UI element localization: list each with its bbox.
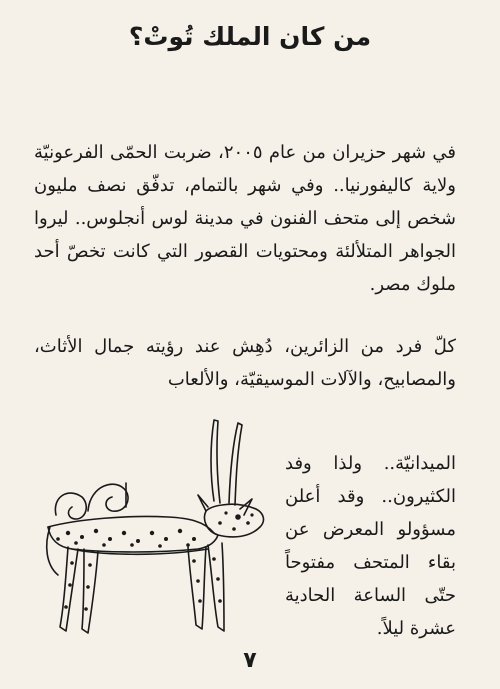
paragraph-3: الميدانيّة.. ولذا وفد الكثيرون.. وقد أعلن مسؤولو المعرض عن بقاء المتحف مفتوحاً حتّى الساعة الحادية عشرة ليلاً. bbox=[285, 453, 456, 639]
paragraph-1: في شهر حزيران من عام ٢٠٠٥، ضربت الحمّى الفرعونيّة ولاية كاليفورنيا.. وفي شهر بالتمام، تدفّق نصف مليون شخص إلى متحف الفنون في مدينة لوس أنجلوس.. ليروا الجواهر المتلألئة ومحتويات القصور التي كانت تخصّ أحد ملوك مصر. bbox=[34, 142, 456, 295]
page-title: من كان الملك تُوتْ؟ bbox=[128, 22, 372, 51]
paragraph-2: كلّ فرد من الزائرين، دُهِش عند رؤيته جمال الأثاث، والمصابيح، والآلات الموسيقيّة، والألعاب bbox=[34, 336, 456, 390]
page-number: ٧ bbox=[243, 648, 257, 673]
leopard-bed-illustration bbox=[38, 415, 270, 645]
